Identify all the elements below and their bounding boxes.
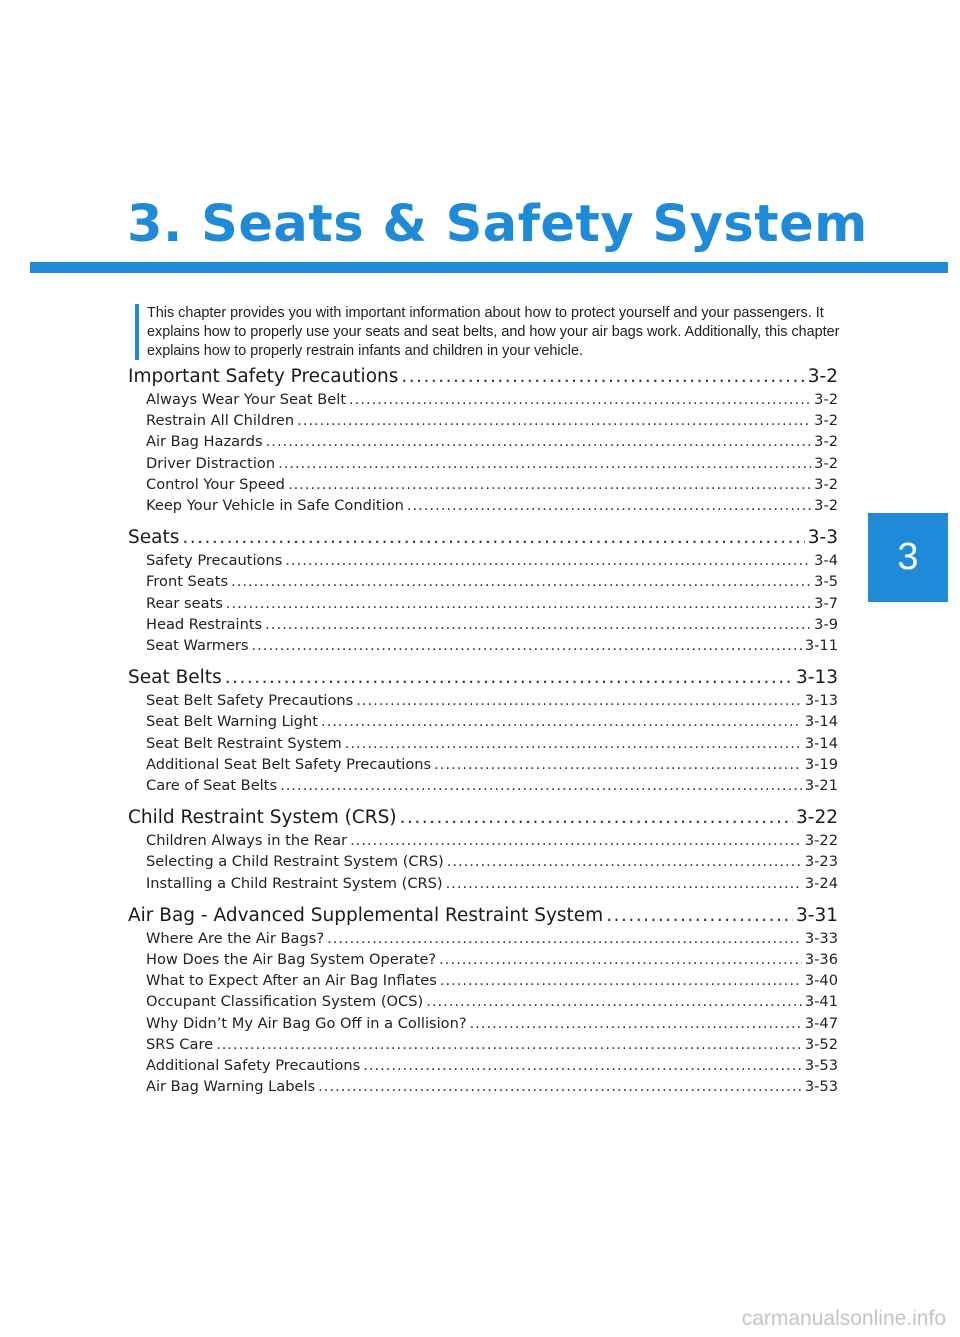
toc-item-page: 3-2	[814, 475, 838, 493]
toc-item[interactable]	[128, 873, 838, 894]
toc-item-title: What to Expect After an Air Bag Inflates	[146, 972, 437, 990]
dot-leader	[278, 453, 811, 474]
toc-item-page: 3-36	[804, 951, 838, 969]
toc-item[interactable]	[128, 389, 838, 410]
toc-item-title: Seat Warmers	[146, 637, 249, 655]
toc-item[interactable]	[128, 571, 838, 592]
toc-item-page: 3-5	[814, 573, 838, 591]
toc-item-title: Children Always in the Rear	[146, 832, 348, 850]
dot-leader	[327, 928, 802, 949]
dot-leader	[350, 830, 802, 851]
toc-item[interactable]	[128, 453, 838, 474]
toc-section	[128, 903, 838, 1098]
toc-item-title: Head Restraints	[146, 615, 263, 633]
toc-item[interactable]	[128, 474, 838, 495]
toc-item[interactable]	[128, 410, 838, 431]
toc-item-page: 3-11	[804, 637, 838, 655]
toc-item-title: Installing a Child Restraint System (CRS)	[146, 874, 443, 892]
dot-leader	[252, 635, 802, 656]
toc-item-page: 3-52	[804, 1035, 838, 1053]
toc-item-page: 3-2	[814, 454, 838, 472]
toc-item-title: Seat Belt Restraint System	[146, 734, 342, 752]
toc-item-page: 3-33	[804, 929, 838, 947]
toc-item-page: 3-47	[804, 1014, 838, 1032]
toc-item-title: Control Your Speed	[146, 475, 285, 493]
toc-item-page: 3-14	[804, 713, 838, 731]
toc-item[interactable]	[128, 711, 838, 732]
toc-section-page: 3-22	[796, 807, 838, 829]
toc-section-page: 3-2	[807, 366, 838, 387]
toc-item-title: Care of Seat Belts	[146, 777, 278, 795]
dot-leader	[318, 1076, 802, 1097]
toc-section-heading[interactable]	[128, 805, 838, 830]
toc-section-page: 3-31	[796, 904, 838, 926]
dot-leader	[182, 525, 804, 550]
dot-leader	[265, 614, 811, 635]
toc-item[interactable]	[128, 928, 838, 949]
dot-leader	[440, 970, 802, 991]
toc-item[interactable]	[128, 593, 838, 614]
toc-item-title: Where Are the Air Bags?	[146, 929, 325, 947]
watermark: carmanualsonline.info	[741, 1307, 946, 1330]
dot-leader	[434, 754, 802, 775]
toc-item-page: 3-24	[804, 874, 838, 892]
toc-item-title: SRS Care	[146, 1035, 214, 1053]
toc-item[interactable]	[128, 550, 838, 571]
toc-item[interactable]	[128, 1055, 838, 1076]
toc-section-title: Seats	[128, 527, 180, 549]
chapter-tab[interactable]: 3	[868, 513, 948, 602]
toc-item-page: 3-19	[804, 755, 838, 773]
dot-leader	[407, 495, 811, 516]
toc-item-title: Rear seats	[146, 594, 223, 612]
toc-item[interactable]	[128, 851, 838, 872]
toc-section	[128, 364, 838, 516]
title-rule	[30, 262, 948, 273]
dot-leader	[447, 851, 802, 872]
toc-item-title: Why Didn’t My Air Bag Go Off in a Collision?	[146, 1014, 467, 1032]
dot-leader	[216, 1034, 802, 1055]
toc-item-page: 3-23	[804, 853, 838, 871]
toc-section	[128, 805, 838, 894]
table-of-contents	[128, 364, 838, 1106]
toc-item-page: 3-2	[814, 433, 838, 451]
toc-section-heading[interactable]	[128, 525, 838, 550]
toc-item[interactable]	[128, 1034, 838, 1055]
chapter-title: 3. Seats & Safety System	[127, 195, 868, 254]
toc-item-page: 3-41	[804, 993, 838, 1011]
toc-item-title: Air Bag Warning Labels	[146, 1078, 316, 1096]
toc-item-title: Occupant Classification System (OCS)	[146, 993, 424, 1011]
dot-leader	[401, 364, 804, 389]
toc-section-title: Air Bag - Advanced Supplemental Restraint System	[128, 904, 604, 926]
toc-item[interactable]	[128, 949, 838, 970]
toc-item-page: 3-53	[804, 1078, 838, 1096]
toc-item[interactable]	[128, 775, 838, 796]
dot-leader	[280, 775, 802, 796]
toc-item-title: Front Seats	[146, 573, 229, 591]
dot-leader	[225, 665, 793, 690]
toc-item[interactable]	[128, 614, 838, 635]
toc-item-page: 3-13	[804, 692, 838, 710]
toc-item[interactable]	[128, 690, 838, 711]
toc-item-title: How Does the Air Bag System Operate?	[146, 951, 437, 969]
toc-item[interactable]	[128, 754, 838, 775]
dot-leader	[439, 949, 802, 970]
toc-item-page: 3-2	[814, 497, 838, 515]
dot-leader	[321, 711, 802, 732]
toc-item[interactable]	[128, 495, 838, 516]
toc-section-page: 3-13	[796, 667, 838, 689]
toc-section-page: 3-3	[807, 527, 838, 549]
toc-item-title: Additional Seat Belt Safety Precautions	[146, 755, 432, 773]
toc-item-page: 3-21	[804, 777, 838, 795]
dot-leader	[297, 410, 811, 431]
dot-leader	[285, 550, 811, 571]
toc-item-title: Seat Belt Safety Precautions	[146, 692, 354, 710]
toc-item-title: Driver Distraction	[146, 454, 276, 472]
toc-item-page: 3-9	[814, 615, 838, 633]
toc-item-page: 3-2	[814, 391, 838, 408]
toc-item-page: 3-40	[804, 972, 838, 990]
toc-item-title: Additional Safety Precautions	[146, 1057, 361, 1075]
toc-item-page: 3-2	[814, 412, 838, 430]
toc-item-title: Air Bag Hazards	[146, 433, 263, 451]
toc-item-page: 3-7	[814, 594, 838, 612]
toc-section-title: Seat Belts	[128, 667, 222, 689]
toc-item-page: 3-22	[804, 832, 838, 850]
toc-section-heading[interactable]	[128, 665, 838, 690]
toc-section-title: Important Safety Precautions	[128, 366, 399, 387]
toc-item[interactable]	[128, 970, 838, 991]
toc-item[interactable]	[128, 635, 838, 656]
toc-item-page: 3-53	[804, 1057, 838, 1075]
toc-item-title: Always Wear Your Seat Belt	[146, 391, 347, 408]
dot-leader	[231, 571, 811, 592]
toc-item-title: Selecting a Child Restraint System (CRS)	[146, 853, 444, 871]
dot-leader	[470, 1013, 802, 1034]
toc-section-title: Child Restraint System (CRS)	[128, 807, 397, 829]
toc-item[interactable]	[128, 991, 838, 1012]
toc-section	[128, 525, 838, 656]
dot-leader	[345, 733, 802, 754]
toc-section-heading[interactable]	[128, 903, 838, 928]
dot-leader	[446, 873, 802, 894]
dot-leader	[400, 805, 793, 830]
dot-leader	[356, 690, 802, 711]
dot-leader	[226, 593, 811, 614]
dot-leader	[288, 474, 811, 495]
toc-item-title: Safety Precautions	[146, 552, 283, 570]
toc-item[interactable]	[128, 1076, 838, 1097]
dot-leader	[426, 991, 802, 1012]
dot-leader	[266, 431, 811, 452]
toc-item-title: Seat Belt Warning Light	[146, 713, 319, 731]
toc-item[interactable]	[128, 733, 838, 754]
dot-leader	[349, 389, 811, 410]
toc-item-page: 3-14	[804, 734, 838, 752]
chapter-intro: This chapter provides you with important information about how to protect yourself and your passengers. It explains how to properly use your seats and seat belts, and how your air bags work. Additionally, this chapter explains how to properly restrain infants and children in your vehicle.	[135, 304, 867, 360]
toc-item-title: Restrain All Children	[146, 412, 295, 430]
toc-section-heading[interactable]	[128, 364, 838, 389]
dot-leader	[606, 903, 793, 928]
toc-item[interactable]	[128, 1013, 838, 1034]
toc-item-title: Keep Your Vehicle in Safe Condition	[146, 497, 404, 515]
toc-section	[128, 665, 838, 796]
toc-item[interactable]	[128, 431, 838, 452]
dot-leader	[363, 1055, 802, 1076]
toc-item[interactable]	[128, 830, 838, 851]
toc-item-page: 3-4	[814, 552, 838, 570]
